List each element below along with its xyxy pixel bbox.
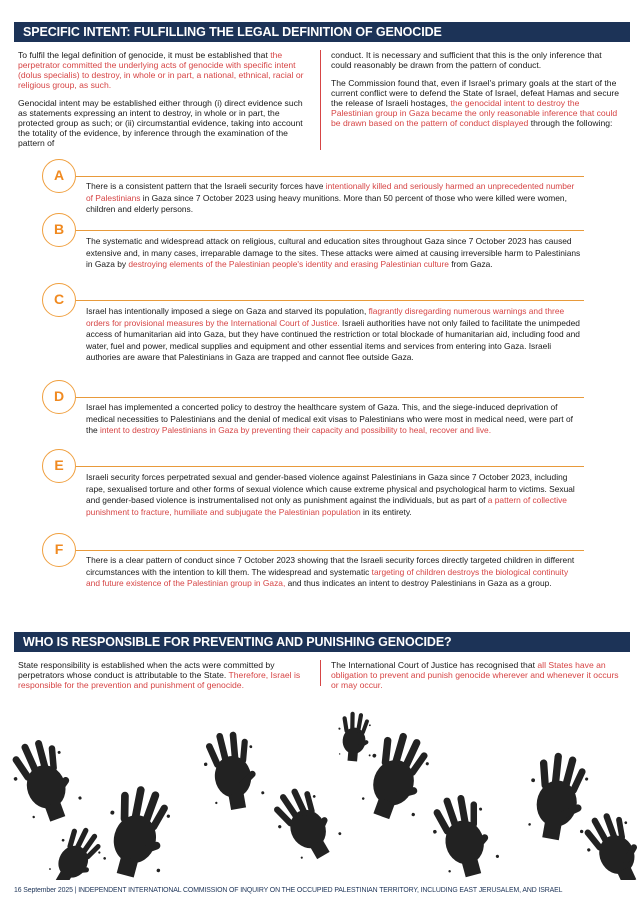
item-f-rule	[86, 550, 584, 551]
section-title-specific-intent: SPECIFIC INTENT: FULFILLING THE LEGAL DEFINITION OF GENOCIDE	[14, 22, 630, 42]
item-d-badge: D	[42, 380, 76, 414]
item-b-text: The systematic and widespread attack on religious, cultural and education sites throughout Gaza since 7 October 2023 has caused extensive and, in many cases, irreparable damage to the sites. These attacks were aimed at causing irreversible harm to Palestinians in Gaza by destroying elements of the Palestinian people's identity and erasing Palestinian culture from Gaza.	[86, 236, 581, 270]
item-e-connector	[76, 466, 86, 467]
item-a-text: There is a consistent pattern that the Israeli security forces have intentionally killed and seriously harmed an unprecedented number of Palestinians in Gaza since 7 October 2023 using heavy munitions. More than 50 percent of those who were killed were women, children and elderly persons.	[86, 181, 575, 215]
handprint-10	[336, 710, 375, 762]
responsibility-left-column	[18, 660, 310, 698]
page-footer	[14, 887, 634, 894]
intro-left-column	[18, 50, 310, 156]
handprint-9	[42, 820, 110, 880]
handprints-illustration	[0, 700, 644, 880]
item-c-rule	[86, 300, 584, 301]
intro-paragraph-1: To fulfil the legal definition of genocide, it must be established that the perpetrator committed the underlying acts of genocide with specific intent (dolus specialis) to destroy, in whole or in part, a national, ethnical, racial or religious group, as such.	[18, 50, 304, 90]
item-d-text: Israel has implemented a concerted policy to destroy the healthcare system of Gaza. This, and the siege-induced deprivation of medical necessities to Palestinians and the denial of medical exit visas to Palestinians who were most in medical need, were part of the intent to destroy Palestinians in Gaza by preventing their capacity and possibility to heal, recover and live.	[86, 402, 573, 436]
item-a-rule	[86, 176, 584, 177]
footer-organization: INDEPENDENT INTERNATIONAL COMMISSION OF INQUIRY ON THE OCCUPIED PALESTINIAN TERRITORY, INCLUDING EAST JERUSALEM, AND ISRAEL	[78, 887, 563, 894]
item-b-rule	[86, 230, 584, 231]
item-b-badge: B	[42, 213, 76, 247]
responsibility-right-column	[331, 660, 623, 698]
handprint-6	[425, 788, 502, 880]
item-d-connector	[76, 397, 86, 398]
item-c-text: Israel has intentionally imposed a siege on Gaza and starved its population, flagrantly disregarding numerous warnings and three orders for provisional measures by the International Court of Justice. Israeli authorities have not only failed to facilitate the unimpeded access of humanitarian aid into Gaza, but they have continued the restriction or total blockade of humanitarian aid, including food and water, fuel and power, medical supplies and equipment and other essential items and services from entering into Gaza. Israeli authories are aware that Palestinians in Gaza are trapped and cannot flee outside Gaza.	[86, 306, 580, 363]
item-c-connector	[76, 300, 86, 301]
footer-date: 16 September 2025	[14, 887, 73, 894]
footer-separator: |	[74, 887, 77, 894]
item-c-badge: C	[42, 283, 76, 317]
handprint-1	[4, 731, 86, 828]
item-e-text: Israeli security forces perpetrated sexual and gender-based violence against Palestinians in Gaza since 7 October 2023, including rape, sexualised torture and other forms of sexual violence which cause extreme physical and psychological harm to victims. Sexual and gender-based violence is instrumentalised not only as punishment against the individuals, but as part of a pattern of collective punishment to fracture, humiliate and subjugate the Palestinian population in its entirety.	[86, 472, 575, 517]
section-title-responsibility: WHO IS RESPONSIBLE FOR PREVENTING AND PUNISHING GENOCIDE?	[14, 632, 630, 652]
handprint-3	[199, 727, 266, 813]
handprint-7	[522, 749, 596, 844]
column-divider-2	[320, 660, 321, 686]
intro-paragraph-4: The Commission found that, even if Israel's primary goals at the start of the current conflict were to defend the State of Israel, defeat Hamas and secure the release of Israeli hostages, the genocidal intent to destroy the Palestinian group in Gaza became the only reasonable inference that could be drawn based on the pattern of conduct displayed through the following:	[331, 78, 620, 128]
item-e-rule	[86, 466, 584, 467]
handprint-2	[96, 780, 180, 880]
responsibility-left-paragraph: State responsibility is established when the acts were committed by perpetrators whose conduct is attributable to the State. Therefore, Israel is responsible for the prevention and punishment of genocide.	[18, 660, 301, 690]
responsibility-right-paragraph: The International Court of Justice has recognised that all States have an obligation to prevent and punish genocide wherever and whenever it occurs or may occur.	[331, 660, 619, 690]
intro-right-column	[331, 50, 623, 136]
item-f-badge: F	[42, 533, 76, 567]
item-a-connector	[76, 176, 86, 177]
item-d-rule	[86, 397, 584, 398]
intro-paragraph-3: conduct. It is necessary and sufficient that this is the only inference that could reasonably be drawn from the pattern of conduct.	[331, 50, 602, 70]
intro-paragraph-2: Genocidal intent may be established either through (i) direct evidence such as statements expressing an intent to destroy, in whole or in part, the protected group as such; or (ii) circumstantial evidence, taking into account the totality of the evidence, by inference through the examination of the pattern of	[18, 98, 303, 148]
handprint-4	[265, 778, 347, 868]
item-a-badge: A	[42, 159, 76, 193]
item-e-badge: E	[42, 449, 76, 483]
item-f-text: There is a clear pattern of conduct since 7 October 2023 showing that the Israeli security forces directly targeted children in different circumstances with the intention to kill them. The widespread and systematic targeting of children destroys the biological continuity and future existence of the Palestinian group in Gaza, and thus indicates an intent to destroy Palestinians in Gaza as a group.	[86, 555, 575, 589]
item-f-connector	[76, 550, 86, 551]
handprint-8	[576, 804, 644, 880]
column-divider	[320, 50, 321, 150]
item-b-connector	[76, 230, 86, 231]
